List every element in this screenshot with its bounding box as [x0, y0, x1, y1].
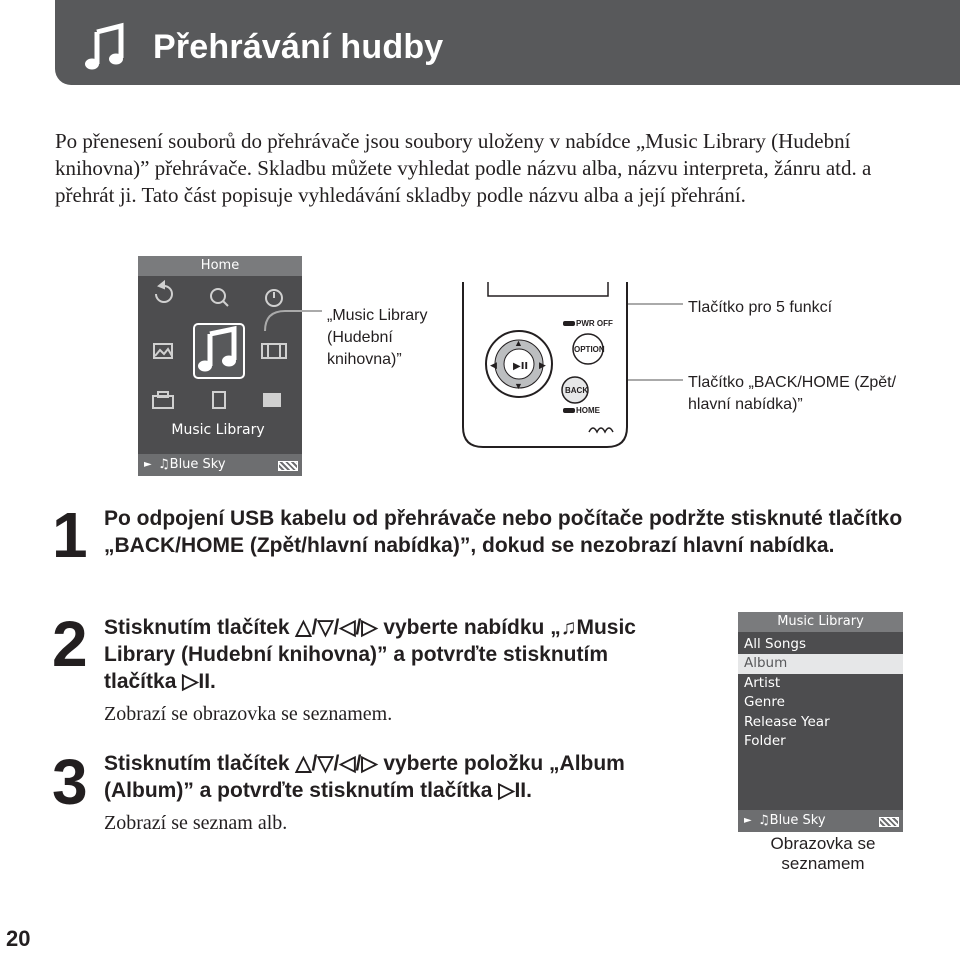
- step-3-text: Stisknutím tlačítek △/▽/◁/▷ vyberte položku „Album (Album)” a potvrďte stisknutím tlačítka ▷II.: [104, 752, 625, 802]
- list-item[interactable]: Folder: [744, 732, 786, 749]
- step-2-number: 2: [52, 608, 86, 680]
- list-item[interactable]: Artist: [744, 674, 781, 691]
- step-1-text: Po odpojení USB kabelu od přehrávače nebo počítače podržte stisknuté tlačítko „BACK/HOME (Zpět/hlavní nabídka)”, dokud se nezobrazí hlavní nabídka.: [104, 507, 903, 557]
- status-bar: [738, 810, 903, 832]
- music-library-callout: „Music Library (Hudební knihovna)”: [327, 307, 428, 368]
- list-screen: [738, 612, 903, 832]
- player-device: [455, 282, 715, 452]
- home-title: Home: [138, 256, 302, 276]
- svg-text:◀: ◀: [490, 360, 497, 370]
- intro-paragraph: Po přenesení souborů do přehrávače jsou soubory uloženy v nabídce „Music Library (Hudební knihovna)” přehrávače. Skladbu můžete vyhledat podle názvu alba, názvu interpreta, žánru atd. a přehrát ji. Tato část popisuje vyhledávání skladby podle názvu alba a její přehrání.: [55, 129, 872, 207]
- list-item[interactable]: Release Year: [744, 713, 830, 730]
- svg-text:▶: ▶: [539, 360, 546, 370]
- step-3-result: Zobrazí se seznam alb.: [104, 812, 288, 834]
- page-title: Přehrávání hudby: [153, 28, 444, 66]
- back-home-callout: Tlačítko „BACK/HOME (Zpět/ hlavní nabídka)”: [688, 374, 897, 413]
- home-selected-label: Music Library: [171, 422, 265, 438]
- now-playing: ♫Blue Sky: [158, 457, 226, 472]
- battery-icon: [879, 817, 899, 827]
- list-item[interactable]: Genre: [744, 694, 785, 711]
- play-icon: ►: [144, 459, 152, 470]
- five-way-callout: Tlačítko pro 5 funkcí: [688, 299, 833, 316]
- step-1-number: 1: [52, 499, 86, 571]
- svg-text:BACK: BACK: [565, 386, 589, 395]
- svg-text:▲: ▲: [514, 338, 523, 348]
- step-3-number: 3: [52, 746, 86, 818]
- list-item[interactable]: All Songs: [744, 636, 807, 652]
- list-caption: Obrazovka se seznamem: [770, 834, 876, 873]
- play-icon: ►: [744, 815, 752, 826]
- svg-text:▼: ▼: [514, 381, 523, 391]
- page-number: 20: [6, 926, 31, 951]
- svg-text:HOME: HOME: [576, 406, 600, 415]
- list-item-selected[interactable]: Album: [738, 654, 903, 673]
- list-items: [738, 635, 903, 751]
- step-2-text: Stisknutím tlačítek △/▽/◁/▷ vyberte nabídku „♫Music Library (Hudební knihovna)” a potvrďte stisknutím tlačítka ▷II.: [104, 616, 636, 693]
- svg-text:OPTION: OPTION: [574, 345, 605, 354]
- svg-text:▶II: ▶II: [513, 361, 529, 372]
- now-playing: ♫Blue Sky: [758, 813, 826, 828]
- step-2-result: Zobrazí se obrazovka se seznamem.: [104, 703, 393, 725]
- svg-text:PWR OFF: PWR OFF: [576, 319, 613, 328]
- list-title: Music Library: [738, 612, 903, 632]
